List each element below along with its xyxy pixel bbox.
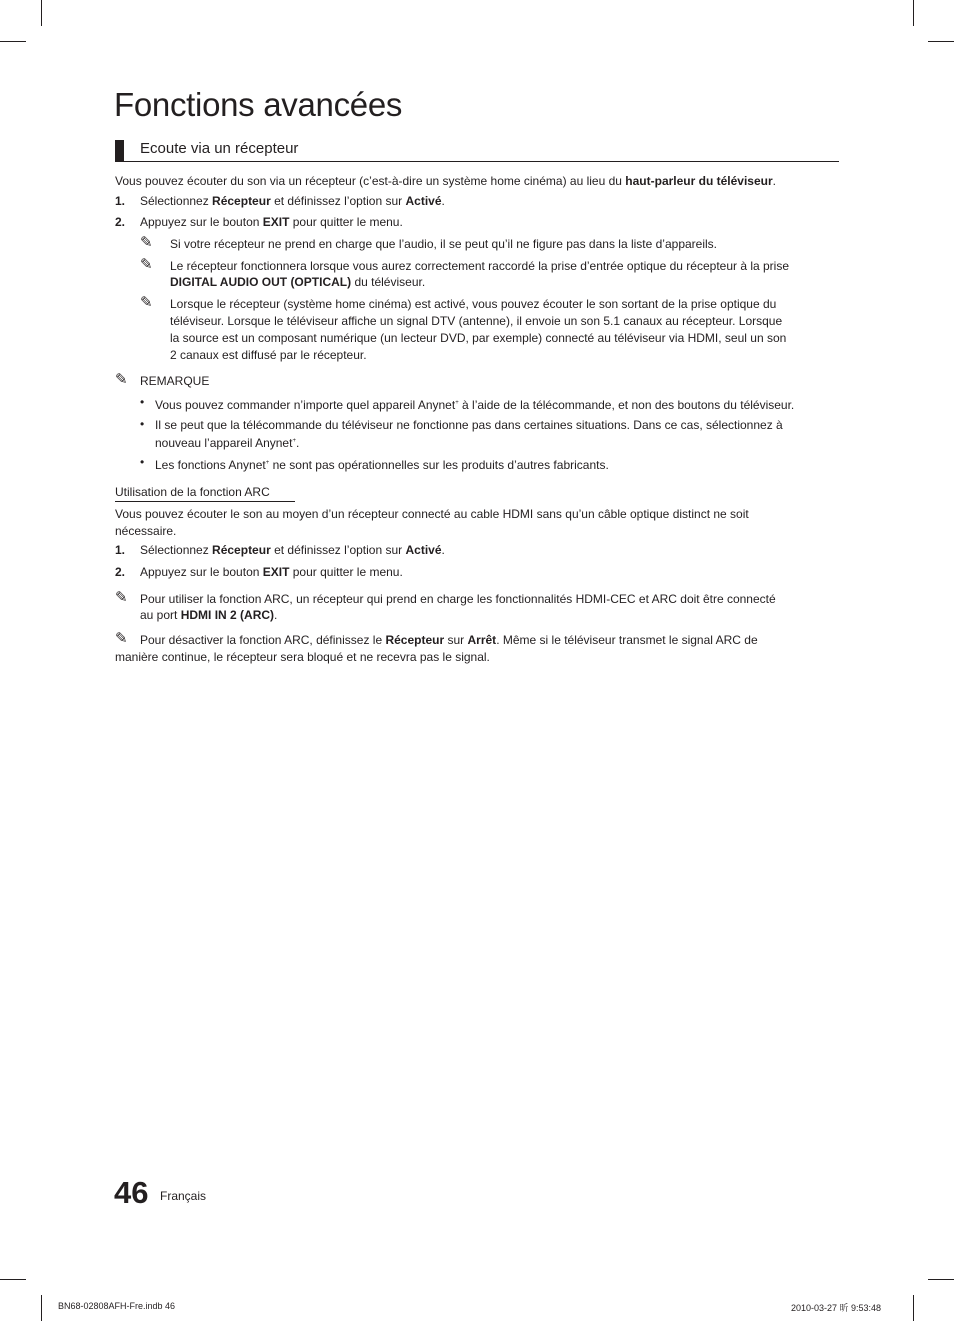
crop-mark	[41, 1295, 42, 1321]
step-text: Sélectionnez Récepteur et définissez l’option sur Activé.	[140, 543, 445, 557]
note-text: Pour utiliser la fonction ARC, un récepteur qui prend en charge les fonctionnalités HDMI-CEC et ARC doit être connecté	[140, 592, 776, 606]
step-number: 1.	[115, 543, 126, 557]
arc-intro: nécessaire.	[115, 524, 177, 538]
pencil-note-icon: ✎	[140, 294, 153, 311]
step-number: 2.	[115, 565, 126, 579]
note-text: Lorsque le récepteur (système home cinéma) est activé, vous pouvez écouter le son sortant de la prise optique du	[170, 297, 777, 311]
remark-label: REMARQUE	[140, 374, 210, 388]
step-text: Appuyez sur le bouton EXIT pour quitter le menu.	[140, 215, 403, 229]
subsection-heading: Utilisation de la fonction ARC	[115, 485, 270, 499]
page-language: Français	[160, 1189, 207, 1203]
print-file-info: BN68-02808AFH-Fre.indb 46	[58, 1301, 176, 1311]
crop-mark	[913, 1295, 914, 1321]
remark-bullet: Vous pouvez commander n’importe quel appareil Anynet+ à l’aide de la télécommande, et non des boutons du téléviseur.	[155, 398, 795, 412]
crop-mark	[41, 0, 42, 26]
intro-paragraph: Vous pouvez écouter du son via un récepteur (c’est-à-dire un système home cinéma) au lieu du haut-parleur du téléviseur.	[115, 174, 776, 188]
step-number: 2.	[115, 215, 126, 229]
pencil-note-icon: ✎	[140, 234, 153, 251]
page-title: Fonctions avancées	[114, 86, 403, 123]
arc-intro: Vous pouvez écouter le son au moyen d’un récepteur connecté au cable HDMI sans qu’un câble optique distinct ne soit	[115, 507, 749, 521]
pencil-note-icon: ✎	[140, 256, 153, 273]
note-text: manière continue, le récepteur sera bloqué et ne recevra pas le signal.	[115, 650, 490, 664]
pencil-note-icon: ✎	[115, 371, 128, 388]
subsection-underline	[115, 501, 295, 502]
print-datetime: 2010-03-27 昕 9:53:48	[791, 1303, 882, 1313]
note-text: Le récepteur fonctionnera lorsque vous aurez correctement raccordé la prise d’entrée optique du récepteur à la prise	[170, 259, 790, 273]
note-text: au port HDMI IN 2 (ARC).	[140, 608, 278, 622]
crop-mark	[928, 1279, 954, 1280]
bullet-dot: •	[140, 395, 145, 409]
pencil-note-icon: ✎	[115, 589, 128, 606]
note-text: Pour désactiver la fonction ARC, définissez le Récepteur sur Arrêt. Même si le téléviseur transmet le signal ARC de	[140, 633, 758, 647]
step-number: 1.	[115, 194, 126, 208]
section-marker	[115, 140, 124, 161]
crop-mark	[913, 0, 914, 26]
remark-bullet: nouveau l’appareil Anynet+.	[155, 436, 300, 450]
crop-mark	[928, 41, 954, 42]
remark-bullet: Il se peut que la télécommande du téléviseur ne fonctionne pas dans certaines situations. Dans ce cas, sélectionnez à	[155, 418, 783, 432]
step-text: Sélectionnez Récepteur et définissez l’option sur Activé.	[140, 194, 445, 208]
pencil-note-icon: ✎	[115, 630, 128, 647]
crop-mark	[0, 1279, 26, 1280]
remark-bullet: Les fonctions Anynet+ ne sont pas opérationnelles sur les produits d’autres fabricants.	[155, 458, 609, 472]
section-divider	[115, 161, 839, 162]
crop-mark	[0, 41, 26, 42]
section-title: Ecoute via un récepteur	[140, 140, 299, 157]
step-text: Appuyez sur le bouton EXIT pour quitter le menu.	[140, 565, 403, 579]
page-number: 46	[114, 1175, 149, 1210]
note-text: la source est un composant numérique (un lecteur DVD, par exemple) connecté au téléviseur via HDMI, seul un son	[170, 331, 787, 345]
note-text: Si votre récepteur ne prend en charge que l’audio, il se peut qu’il ne figure pas dans la liste d’appareils.	[170, 237, 718, 251]
bullet-dot: •	[140, 417, 145, 431]
note-text: téléviseur. Lorsque le téléviseur affiche un signal DTV (antenne), il envoie un son 5.1 canaux au récepteur. Lorsque	[170, 314, 783, 328]
note-text: 2 canaux est diffusé par le récepteur.	[170, 348, 367, 362]
bullet-dot: •	[140, 455, 145, 469]
note-text: DIGITAL AUDIO OUT (OPTICAL) du téléviseur.	[170, 275, 426, 289]
